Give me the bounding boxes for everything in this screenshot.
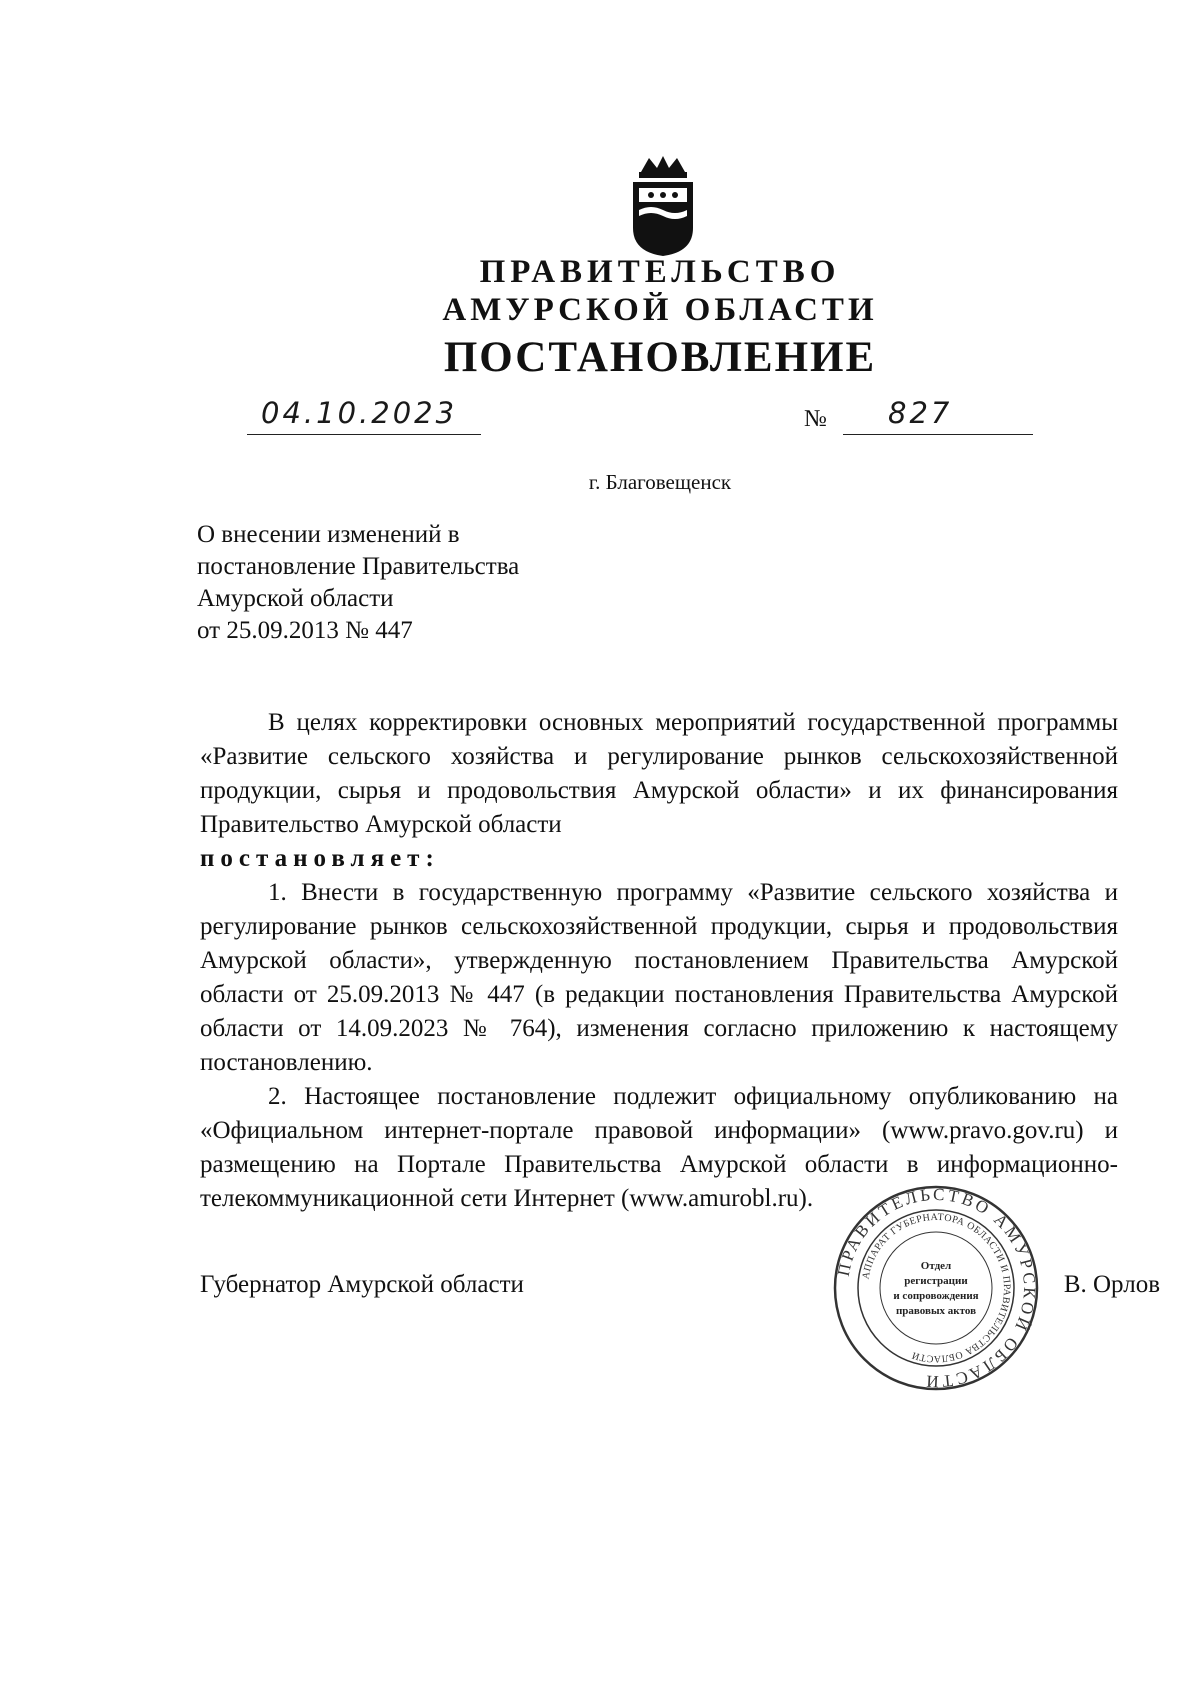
subject-block bbox=[197, 519, 617, 647]
decree-line bbox=[200, 842, 1118, 876]
document-type: ПОСТАНОВЛЕНИЕ bbox=[443, 334, 877, 381]
handwritten-number: 827 bbox=[888, 396, 953, 430]
city-line: г. Благовещенск bbox=[588, 470, 732, 494]
subject-line: О внесении изменений в bbox=[197, 521, 460, 548]
subject-line: от 25.09.2013 № 447 bbox=[197, 617, 413, 644]
signatory-title: Губернатор Амурской области bbox=[200, 1271, 524, 1298]
seal-inner-text: АППАРАТ ГУБЕРНАТОРА ОБЛАСТИ И ПРАВИТЕЛЬСТВА ОБЛАСТИ bbox=[860, 1211, 1013, 1365]
signatory-name: В. Орлов bbox=[1063, 1271, 1160, 1298]
seal-center-line: правовых актов bbox=[895, 1305, 977, 1317]
seal-center-line: и сопровождения bbox=[893, 1290, 979, 1302]
handwritten-date: 04.10.2023 bbox=[261, 396, 458, 430]
preamble-paragraph: В целях корректировки основных мероприятий государственной программы «Развитие сельского хозяйства и регулирование рынков сельскохозяйственной продукции, сырья и продовольствия Амурской области» и их финансирования Правительство Амурской области bbox=[200, 709, 1118, 838]
decree-word: постановляет: bbox=[200, 845, 440, 872]
seal-center-line: Отдел bbox=[920, 1260, 952, 1272]
official-seal-icon bbox=[831, 1183, 1041, 1393]
subject-line: Амурской области bbox=[197, 585, 394, 612]
government-name-line1: ПРАВИТЕЛЬСТВО bbox=[479, 254, 841, 290]
seal-outer-text: ПРАВИТЕЛЬСТВО АМУРСКОЙ ОБЛАСТИ bbox=[833, 1184, 1040, 1392]
coat-of-arms-icon bbox=[623, 154, 703, 258]
number-field bbox=[843, 386, 1033, 435]
body-text bbox=[200, 706, 1118, 1216]
date-field bbox=[247, 388, 481, 435]
subject-line: постановление Правительства bbox=[197, 553, 520, 580]
number-sign: № bbox=[804, 406, 827, 432]
seal-center-line: регистрации bbox=[904, 1275, 968, 1287]
item-1-paragraph: 1. Внести в государственную программу «Развитие сельского хозяйства и регулирование рынков сельскохозяйственной продукции, сырья и продовольствия Амурской области», утвержденную постановлением Правительства Амурской области от 25.09.2013 № 447 (в редакции постановления Правительства Амурской области от 14.09.2023 № 764), изменения согласно приложению к настоящему постановлению. bbox=[200, 879, 1118, 1076]
item-2-paragraph: 2. Настоящее постановление подлежит официальному опубликованию на «Официальном интернет-портале правовой информации» (www.pravo.gov.ru) и размещению на Портале Правительства Амурской области в информационно-телекоммуникационной сети Интернет (www.amurobl.ru). bbox=[200, 1083, 1118, 1212]
government-name-line2: АМУРСКОЙ ОБЛАСТИ bbox=[442, 292, 878, 328]
